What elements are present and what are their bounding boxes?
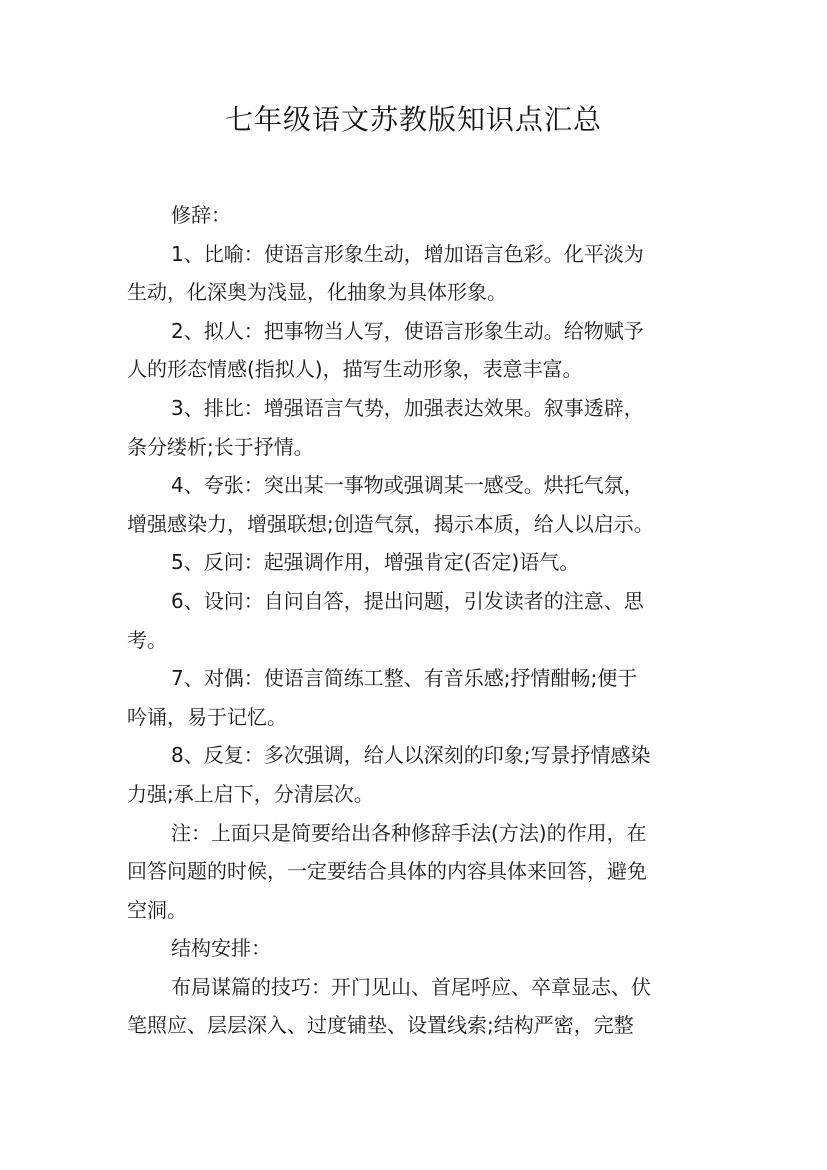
paragraph-line: 5、反问：起强调作用，增强肯定(否定)语气。 (171, 550, 580, 575)
paragraph-repetition (127, 736, 707, 813)
paragraph-line: 力强;承上启下，分清层次。 (127, 781, 374, 806)
paragraph-line: 布局谋篇的技巧：开门见山、首尾呼应、卒章显志、伏 (171, 974, 651, 999)
paragraph-layout-techniques (127, 968, 707, 1045)
paragraph-line: 注：上面只是简要给出各种修辞手法(方法)的作用，在 (171, 820, 647, 845)
paragraph-line: 增强感染力，增强联想;创造气氛，揭示本质，给人以启示。 (127, 511, 654, 536)
paragraph-note (127, 814, 707, 930)
document-title: 七年级语文苏教版知识点汇总 (224, 103, 602, 136)
paragraph-structure-heading (127, 929, 707, 968)
paragraph-parallelism (127, 389, 707, 466)
paragraph-line: 回答问题的时候，一定要结合具体的内容具体来回答，避免 (127, 859, 647, 884)
paragraph-hyperbole (127, 466, 707, 543)
paragraph-personification (127, 312, 707, 389)
paragraph-line: 3、排比：增强语言气势，加强表达效果。叙事透辟， (171, 395, 644, 420)
paragraph-line: 空洞。 (127, 897, 187, 922)
paragraph-line: 8、反复：多次强调，给人以深刻的印象;写景抒情感染 (171, 743, 651, 768)
paragraph-line: 1、比喻：使语言形象生动，增加语言色彩。化平淡为 (171, 241, 644, 266)
paragraph-line: 2、拟人：把事物当人写，使语言形象生动。给物赋予 (171, 318, 644, 343)
paragraph-line: 笔照应、层层深入、过度铺垫、设置线索;结构严密，完整 (127, 1013, 634, 1038)
paragraph-rhetorical-question (127, 543, 707, 582)
paragraph-line: 人的形态情感(指拟人)，描写生动形象，表意丰富。 (127, 357, 583, 382)
paragraph-line: 条分缕析;长于抒情。 (127, 434, 314, 459)
paragraph-line: 结构安排： (171, 936, 271, 961)
paragraph-rhetoric-heading (127, 196, 707, 235)
paragraph-line: 吟诵，易于记忆。 (127, 704, 287, 729)
paragraph-line: 修辞： (171, 203, 231, 227)
paragraph-line: 4、夸张：突出某一事物或强调某一感受。烘托气氛， (171, 473, 644, 498)
paragraph-line: 生动，化深奥为浅显，化抽象为具体形象。 (127, 280, 507, 305)
paragraph-line: 6、设问：自问自答，提出问题，引发读者的注意、思 (171, 588, 644, 613)
paragraph-line: 7、对偶：使语言简练工整、有音乐感;抒情酣畅;便于 (171, 666, 638, 691)
paragraph-line: 考。 (127, 627, 167, 652)
document-body (127, 196, 707, 1045)
paragraph-antithesis (127, 659, 707, 736)
paragraph-hypophora (127, 582, 707, 659)
paragraph-metaphor (127, 235, 707, 312)
